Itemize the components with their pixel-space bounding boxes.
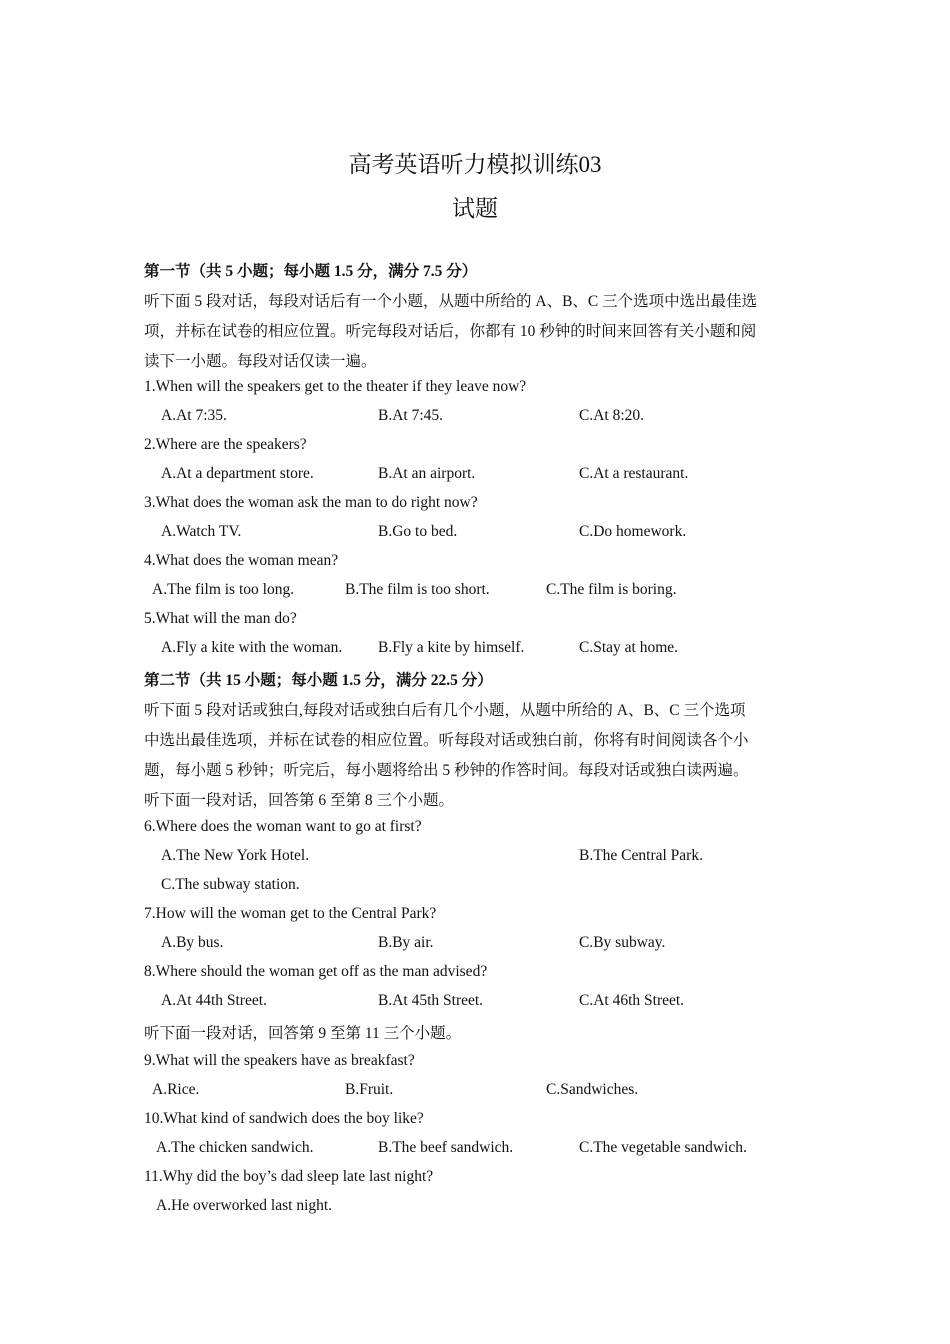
section2-instruction-line: 题，每小题 5 秒钟；听完后，每小题将给出 5 秒钟的作答时间。每段对话或独白读两遍。 <box>144 762 749 779</box>
question-1-option-a: A.At 7:35. <box>161 407 227 424</box>
question-6-option-a: A.The New York Hotel. <box>161 847 310 864</box>
question-10: 10.What kind of sandwich does the boy like? <box>144 1110 424 1127</box>
question-10-option-b: B.The beef sandwich. <box>378 1139 514 1156</box>
question-8-option-a: A.At 44th Street. <box>161 992 267 1009</box>
question-8-option-c: C.At 46th Street. <box>579 992 685 1009</box>
question-5: 5.What will the man do? <box>144 610 297 627</box>
question-5-option-b: B.Fly a kite by himself. <box>378 639 525 656</box>
question-1-option-b: B.At 7:45. <box>378 407 444 424</box>
question-9-option-b: B.Fruit. <box>345 1081 394 1098</box>
question-3-option-b: B.Go to bed. <box>378 523 458 540</box>
question-3-option-c: C.Do homework. <box>579 523 687 540</box>
question-4: 4.What does the woman mean? <box>144 552 339 569</box>
section1-instruction-line: 听下面 5 段对话，每段对话后有一个小题，从题中所给的 A、B、C 三个选项中选出最佳选 <box>144 293 758 310</box>
question-10-option-a: A.The chicken sandwich. <box>156 1139 314 1156</box>
question-5-option-a: A.Fly a kite with the woman. <box>161 639 343 656</box>
question-9: 9.What will the speakers have as breakfast? <box>144 1052 415 1069</box>
section1-instruction-line: 项，并标在试卷的相应位置。听完每段对话后，你都有 10 秒钟的时间来回答有关小题和阅 <box>144 323 757 340</box>
question-2-option-c: C.At a restaurant. <box>579 465 689 482</box>
question-11: 11.Why did the boy’s dad sleep late last night? <box>144 1168 434 1185</box>
question-7-option-a: A.By bus. <box>161 934 224 951</box>
question-9-option-a: A.Rice. <box>152 1081 200 1098</box>
section2-heading: 第二节（共 15 小题；每小题 1.5 分，满分 22.5 分） <box>144 672 493 689</box>
question-3: 3.What does the woman ask the man to do right now? <box>144 494 478 511</box>
question-6-option-c: C.The subway station. <box>161 876 300 893</box>
question-7-option-b: B.By air. <box>378 934 434 951</box>
question-7: 7.How will the woman get to the Central Park? <box>144 905 437 922</box>
question-2-option-a: A.At a department store. <box>161 465 314 482</box>
question-3-option-a: A.Watch TV. <box>161 523 242 540</box>
dialogue-intro-6-8: 听下面一段对话，回答第 6 至第 8 三个小题。 <box>144 792 455 809</box>
dialogue-intro-9-11: 听下面一段对话，回答第 9 至第 11 三个小题。 <box>144 1025 462 1042</box>
question-1: 1.When will the speakers get to the theater if they leave now? <box>144 378 527 395</box>
question-8: 8.Where should the woman get off as the man advised? <box>144 963 488 980</box>
question-11-option-a: A.He overworked last night. <box>156 1197 333 1214</box>
question-2-option-b: B.At an airport. <box>378 465 476 482</box>
question-10-option-c: C.The vegetable sandwich. <box>579 1139 747 1156</box>
question-9-option-c: C.Sandwiches. <box>546 1081 639 1098</box>
question-4-option-a: A.The film is too long. <box>152 581 295 598</box>
question-5-option-c: C.Stay at home. <box>579 639 679 656</box>
page-subtitle: 试题 <box>452 196 498 221</box>
question-6: 6.Where does the woman want to go at first? <box>144 818 422 835</box>
question-4-option-c: C.The film is boring. <box>546 581 677 598</box>
section1-instruction-line: 读下一小题。每段对话仅读一遍。 <box>144 353 377 370</box>
section1-heading: 第一节（共 5 小题；每小题 1.5 分，满分 7.5 分） <box>144 263 478 280</box>
section2-instruction-line: 中选出最佳选项，并标在试卷的相应位置。听每段对话或独白前，你将有时间阅读各个小 <box>144 732 749 749</box>
section2-instruction-line: 听下面 5 段对话或独白,每段对话或独白后有几个小题，从题中所给的 A、B、C 三个选项 <box>144 702 746 719</box>
question-8-option-b: B.At 45th Street. <box>378 992 484 1009</box>
question-1-option-c: C.At 8:20. <box>579 407 645 424</box>
page-title: 高考英语听力模拟训练03 <box>348 152 602 177</box>
question-4-option-b: B.The film is too short. <box>345 581 490 598</box>
question-7-option-c: C.By subway. <box>579 934 666 951</box>
question-6-option-b: B.The Central Park. <box>579 847 703 864</box>
question-2: 2.Where are the speakers? <box>144 436 307 453</box>
